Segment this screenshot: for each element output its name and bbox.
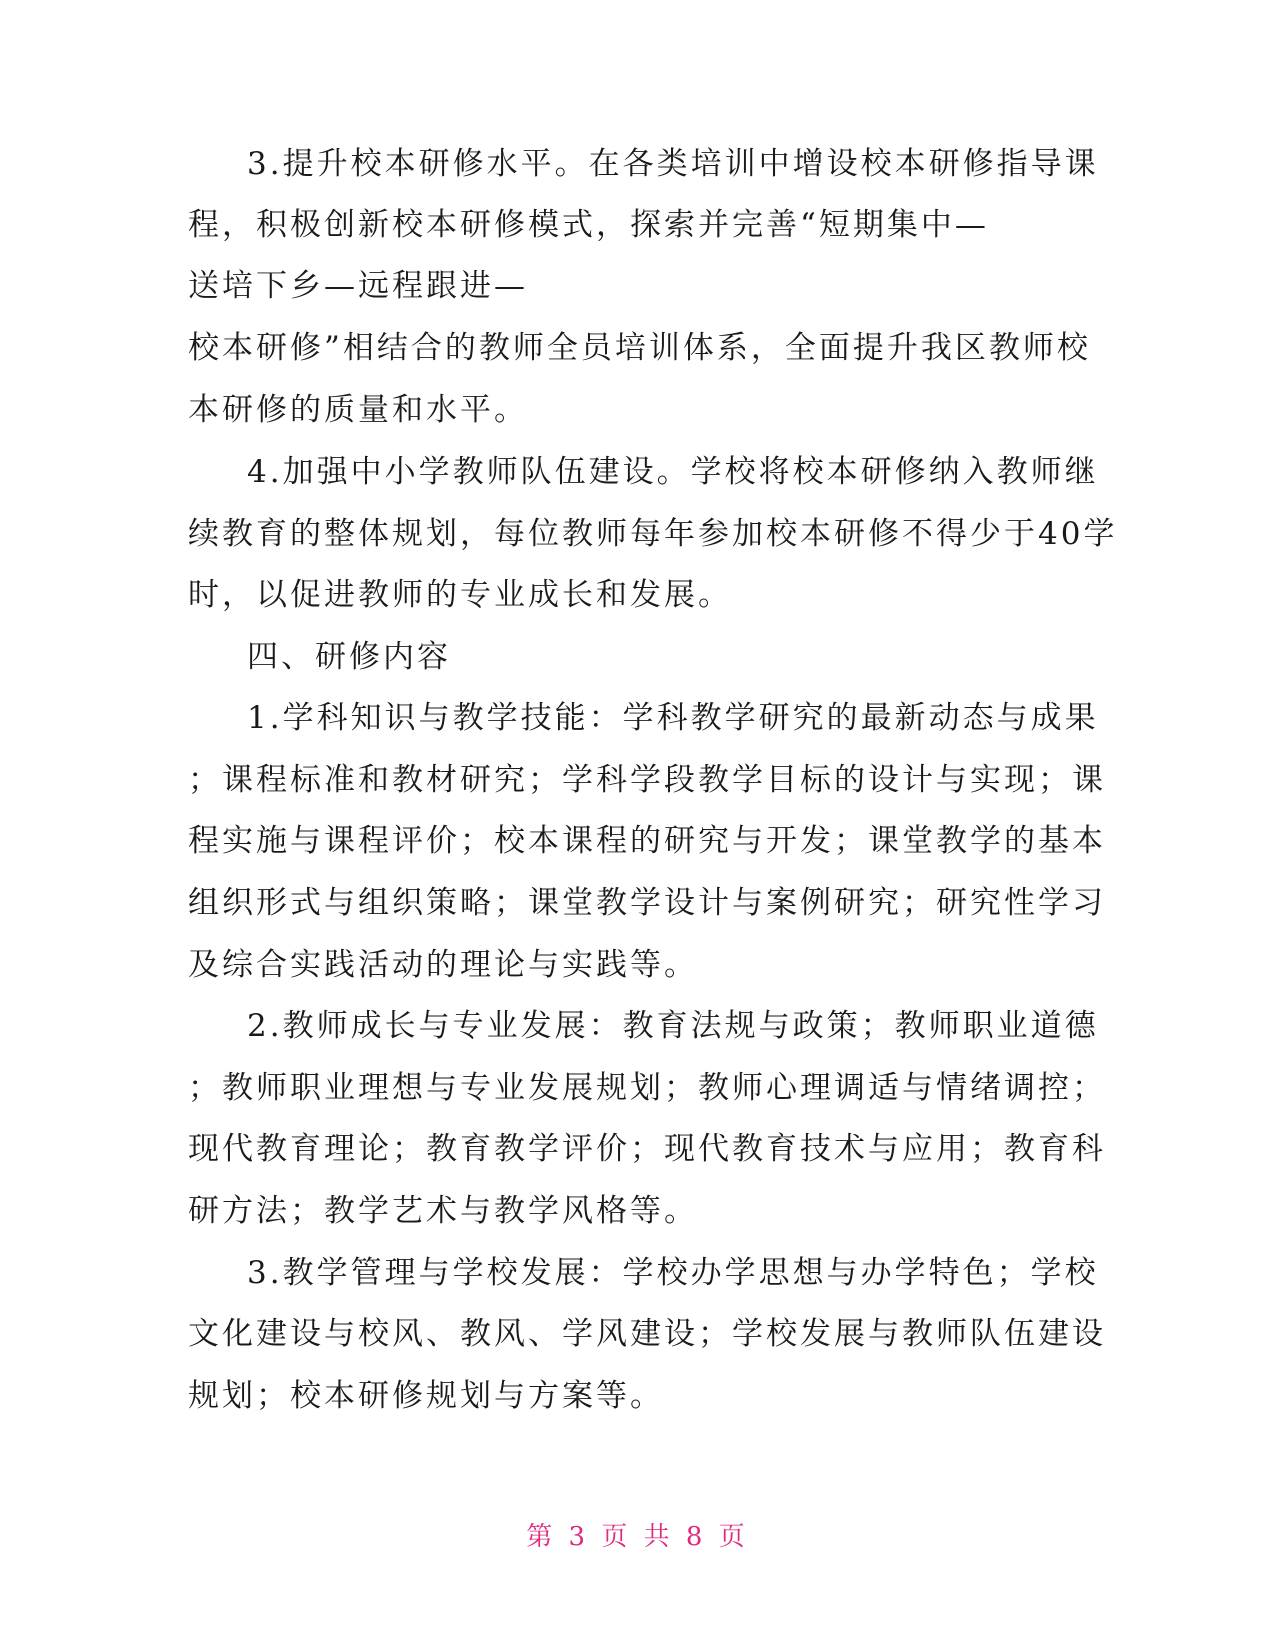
section-heading: 四、研修内容 [247,639,451,675]
page-number-footer: 第 3 页 共 8 页 [526,1522,749,1552]
paragraph-line: 3.教学管理与学校发展：学校办学思想与办学特色；学校 [247,1255,1099,1291]
paragraph-line: 4.加强中小学教师队伍建设。学校将校本研修纳入教师继 [247,454,1099,490]
paragraph-line: 程，积极创新校本研修模式，探索并完善“短期集中— [188,207,989,243]
paragraph-line: 时，以促进教师的专业成长和发展。 [188,577,732,613]
paragraph-line: 程实施与课程评价；校本课程的研究与开发；课堂教学的基本 [188,823,1106,859]
paragraph-line: 本研修的质量和水平。 [188,392,528,428]
paragraph-line: 及综合实践活动的理论与实践等。 [188,947,698,983]
paragraph-line: ；课程标准和教材研究；学科学段教学目标的设计与实现；课 [188,762,1106,798]
paragraph-line: 研方法；教学艺术与教学风格等。 [188,1193,698,1229]
paragraph-line: 校本研修”相结合的教师全员培训体系，全面提升我区教师校 [188,330,1091,366]
paragraph-line: ；教师职业理想与专业发展规划；教师心理调适与情绪调控； [188,1070,1106,1106]
paragraph-line: 1.学科知识与教学技能：学科教学研究的最新动态与成果 [247,700,1099,736]
paragraph-line: 现代教育理论；教育教学评价；现代教育技术与应用；教育科 [188,1131,1106,1167]
paragraph-line: 3.提升校本研修水平。在各类培训中增设校本研修指导课 [247,146,1099,182]
paragraph-line: 续教育的整体规划，每位教师每年参加校本研修不得少于40学 [188,516,1118,552]
paragraph-line: 组织形式与组织策略；课堂教学设计与案例研究；研究性学习 [188,885,1106,921]
paragraph-line: 文化建设与校风、教风、学风建设；学校发展与教师队伍建设 [188,1316,1106,1352]
paragraph-line: 2.教师成长与专业发展：教育法规与政策；教师职业道德 [247,1008,1099,1044]
paragraph-line: 送培下乡—远程跟进— [188,268,528,304]
paragraph-line: 规划；校本研修规划与方案等。 [188,1378,664,1414]
